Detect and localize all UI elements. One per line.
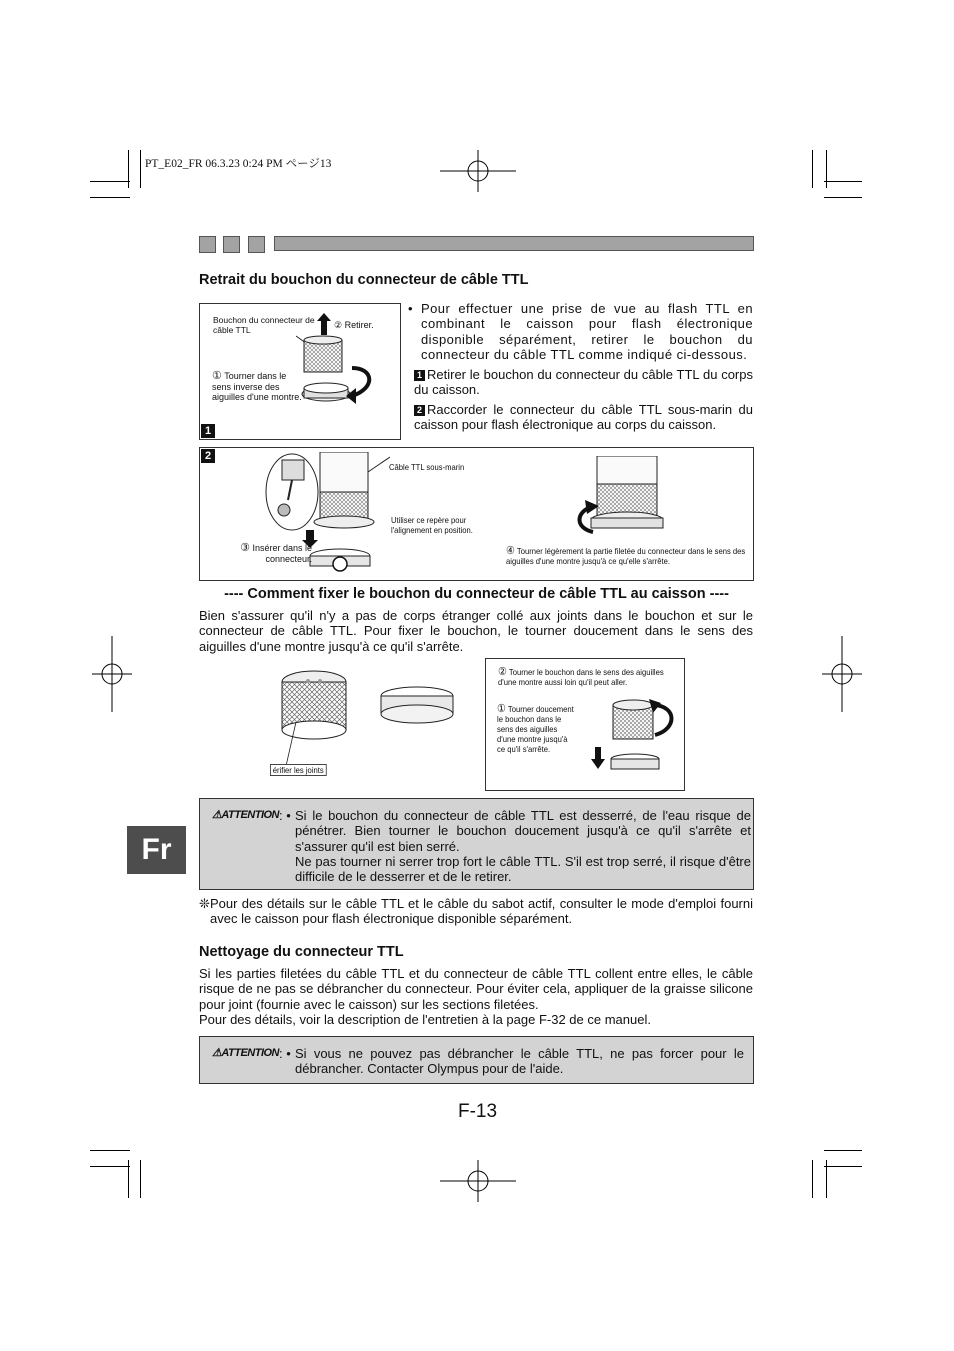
- label-joints: érifier les joints: [270, 764, 326, 776]
- cap-turn-illustration: [591, 699, 681, 787]
- asterisk-icon: ❊: [199, 896, 210, 911]
- step-number-1: 1: [201, 424, 215, 438]
- section-title-attach: ---- Comment fixer le bouchon du connecteur de câble TTL au caisson ----: [224, 586, 729, 602]
- cap-joints-illustration: [262, 662, 472, 780]
- cleaning-body: Si les parties filetées du câble TTL et du connecteur de câble TTL collent entre elles, le câble risque de ne pas se débrancher du connecteur. Pour éviter cela, appliquer de la graisse silicone pour joint (fournie avec le caisson) sur les sections filetées. Pour des détails, voir la description de l'entretien à la page F-32 de ce manuel.: [199, 966, 753, 1027]
- label-cable: Câble TTL sous-marin: [389, 462, 465, 472]
- attention-box-1: [199, 798, 754, 890]
- label-turn2: ② Tourner le bouchon dans le sens des aiguilles d'une montre aussi loin qu'il peut aller.: [498, 666, 664, 687]
- label-turn1: ① Tourner doucement le bouchon dans le sens des aiguilles d'une montre jusqu'à ce qu'il s'arrête.: [497, 703, 574, 754]
- label-cap: Bouchon du connecteur de câble TTL: [213, 315, 315, 335]
- note: ❊ Pour des détails sur le câble TTL et le câble du sabot actif, consulter le mode d'emploi fourni avec le caisson pour flash électronique disponible séparément.: [199, 896, 753, 927]
- attach-body: Bien s'assurer qu'il n'y a pas de corps étranger collé aux joints dans le bouchon et sur le connecteur de câble TTL. Pour fixer le bouchon, le tourner doucement dans le sens des aiguilles d'une montre jusqu'à ce qu'il s'arrête.: [199, 608, 753, 654]
- page-number: F-13: [458, 1101, 498, 1122]
- section-title-removal: Retrait du bouchon du connecteur de câble TTL: [199, 272, 529, 288]
- cap-illustration: [296, 330, 381, 412]
- registration-mark-bottom: [440, 1160, 516, 1202]
- warning-icon: ⚠: [212, 1047, 222, 1059]
- step-number-2: 2: [201, 449, 215, 463]
- registration-mark-right: [822, 636, 862, 712]
- print-header: PT_E02_FR 06.3.23 0:24 PM ページ13: [145, 158, 332, 170]
- label-insert: ③ Insérer dans le connecteur.: [240, 542, 312, 564]
- attention-1-text: : • Si le bouchon du connecteur de câble TTL est desserré, de l'eau risque de pénétrer. Bien tourner le bouchon doucement jusqu'à ce qu'il s'arrête et s'assurer qu'il est bien serré. Ne pas tourner ni serrer trop fort le câble TTL. S'il est trop serré, il risque d'être difficile de le desserrer et de le retirer.: [279, 808, 751, 885]
- registration-mark-left: [92, 636, 132, 712]
- step-1-text: 1 Retirer le bouchon du connecteur du câble TTL du corps du caisson.: [414, 367, 753, 398]
- warning-icon: ⚠: [212, 809, 222, 821]
- bullet-intro: • Pour effectuer une prise de vue au flash TTL en combinant le caisson pour flash électronique disponible séparément, retirer le bouchon du connecteur du câble TTL comme indiqué ci-dessous.: [408, 301, 753, 362]
- label-remove: ② Retirer.: [334, 320, 374, 330]
- label-turn: ① Tourner dans le sens inverse des aiguilles d'une montre.: [212, 370, 302, 402]
- attention-2-text: : • Si vous ne pouvez pas débrancher le câble TTL, ne pas forcer pour le débrancher. Contacter Olympus pour de l'aide.: [279, 1046, 744, 1077]
- step-2-text: 2 Raccorder le connecteur du câble TTL sous-marin du caisson pour flash électronique au corps du caisson.: [414, 402, 753, 433]
- section-title-cleaning: Nettoyage du connecteur TTL: [199, 944, 404, 960]
- attention-box-2: [199, 1036, 754, 1084]
- figure-attach: [485, 658, 685, 791]
- label-mark: Utiliser ce repère pour l'alignement en position.: [391, 515, 473, 535]
- attention-label-2: ⚠ATTENTION: [212, 1047, 279, 1059]
- registration-mark-top: [440, 150, 516, 192]
- figure-2: [199, 447, 754, 581]
- threaded-connector-illustration: [575, 456, 675, 536]
- language-tab: Fr: [127, 826, 186, 874]
- label-turn-connector: ④ Tourner légèrement la partie filetée du connecteur dans le sens des aiguilles d'une montre jusqu'à ce qu'elle s'arrête.: [506, 545, 746, 566]
- figure-1: [199, 303, 401, 440]
- attention-label: ⚠ATTENTION: [212, 809, 279, 821]
